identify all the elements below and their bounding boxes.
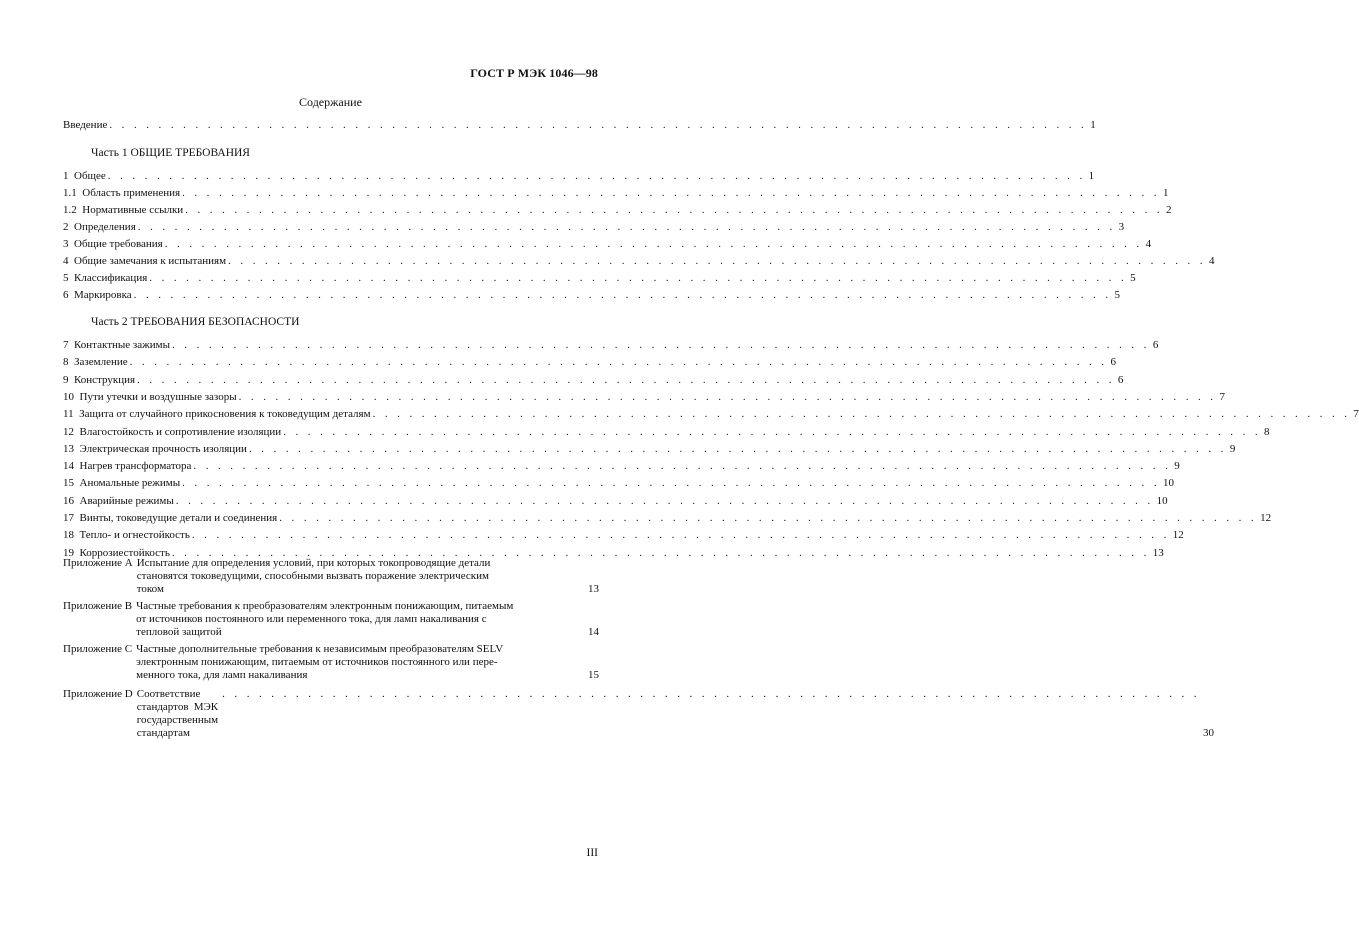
- toc-label: Пути утечки и воздушные зазоры: [79, 390, 237, 403]
- leader-dots: . . . . . . . . . . . . . . . . . . . . . . . . . . . . . . . . . . . . . . . . . . . . . . . . . . . . . . . . . . . . . . . . . . . . . . . . . . . . . . . .: [182, 477, 1160, 490]
- toc-label: Общие требования: [74, 238, 163, 250]
- leader-dots: . . . . . . . . . . . . . . . . . . . . . . . . . . . . . . . . . . . . . . . . . . . . . . . . . . . . . . . . . . . . . . . . . . . . . . . . . . . . . . . .: [228, 255, 1206, 267]
- toc-label: Общее: [74, 170, 106, 182]
- appendix-title-line: электронным понижающим, питаемым от источников постоянного или пере-: [136, 656, 498, 668]
- document-standard-header: ГОСТ Р МЭК 1046—98: [470, 66, 598, 80]
- toc-row: [63, 221, 1125, 237]
- page-number-roman: III: [586, 847, 598, 859]
- toc-row: [63, 339, 1159, 355]
- leader-dots: . . . . . . . . . . . . . . . . . . . . . . . . . . . . . . . . . . . . . . . . . . . . . . . . . . . . . . . . . . . . . . . . . . . . . . . . . . . . . . . .: [164, 238, 1143, 250]
- toc-number: 7: [63, 339, 69, 351]
- toc-number: 16: [63, 494, 74, 507]
- toc-row: [63, 442, 1236, 459]
- toc-label: Электрическая прочность изоляции: [79, 442, 247, 455]
- appendix-entry: [63, 557, 599, 596]
- toc-page: 13: [1152, 546, 1164, 559]
- toc-row: [63, 289, 1121, 305]
- toc-label: Коррозиестойкость: [79, 546, 170, 559]
- appendix-entry: [63, 688, 1214, 740]
- leader-dots: . . . . . . . . . . . . . . . . . . . . . . . . . . . . . . . . . . . . . . . . . . . . . . . . . . . . . . . . . . . . . . . . . . . . . . . . . . . . . . . .: [238, 390, 1217, 403]
- toc-number: 12: [63, 425, 74, 438]
- toc-number: 14: [63, 460, 74, 473]
- toc-label: Тепло- и огнестойкость: [79, 529, 190, 542]
- toc-page: 5: [1114, 289, 1121, 301]
- toc-row: [63, 255, 1215, 271]
- toc-page: 12: [1260, 512, 1272, 524]
- toc-page: 10: [1156, 494, 1168, 507]
- appendix-title-line: менного тока, для ламп накаливания: [136, 669, 308, 681]
- toc-label: Аномальные режимы: [79, 477, 181, 490]
- toc-number: 11: [63, 408, 74, 421]
- toc-page: 4: [1145, 238, 1152, 250]
- toc-page: 6: [1152, 339, 1159, 351]
- toc-number: 19: [63, 546, 74, 559]
- toc-label: Заземление: [74, 356, 128, 369]
- toc-title: Содержание: [299, 95, 362, 109]
- leader-dots: . . . . . . . . . . . . . . . . . . . . . . . . . . . . . . . . . . . . . . . . . . . . . . . . . . . . . . . . . . . . . . . . . . . . . . . . . . . . . . . .: [107, 170, 1086, 182]
- leader-dots: . . . . . . . . . . . . . . . . . . . . . . . . . . . . . . . . . . . . . . . . . . . . . . . . . . . . . . . . . . . . . . . . . . . . . . . . . . . . . . . .: [137, 373, 1115, 386]
- toc-page: 30: [1202, 727, 1214, 739]
- toc-number: 13: [63, 442, 74, 455]
- toc-page: 9: [1229, 442, 1236, 455]
- toc-page: 1: [1162, 187, 1169, 199]
- toc-label: Общие замечания к испытаниям: [74, 255, 227, 267]
- toc-number: 2: [63, 221, 69, 233]
- appendix-title-line: Соответствие стандартов МЭК государственным стандартам: [136, 688, 219, 739]
- appendix-title: [136, 643, 577, 682]
- toc-number: 15: [63, 477, 74, 490]
- toc-number: 8: [63, 356, 69, 369]
- toc-page: 15: [588, 669, 599, 681]
- toc-label: Введение: [63, 119, 108, 131]
- toc-row: [63, 390, 1225, 407]
- toc-row: [63, 204, 1172, 220]
- toc-page: 13: [588, 583, 599, 595]
- appendix-title-line: Частные дополнительные требования к независимым преобразователям SELV: [136, 643, 504, 655]
- toc-row: [63, 460, 1180, 476]
- toc-label: Классификация: [74, 272, 148, 284]
- toc-number: 10: [63, 390, 74, 403]
- appendix-title: [137, 557, 577, 596]
- toc-page: 10: [1162, 477, 1174, 490]
- toc-page: 12: [1172, 529, 1184, 542]
- toc-label: Нормативные ссылки: [82, 204, 184, 216]
- toc-page: 6: [1117, 373, 1124, 386]
- toc-row: [63, 170, 1095, 186]
- toc-page: 5: [1130, 272, 1136, 284]
- leader-dots: . . . . . . . . . . . . . . . . . . . . . . . . . . . . . . . . . . . . . . . . . . . . . . . . . . . . . . . . . . . . . . . . . . . . . . . . . . . . . . . .: [185, 204, 1164, 216]
- toc-row: [63, 187, 1169, 203]
- leader-dots: . . . . . . . . . . . . . . . . . . . . . . . . . . . . . . . . . . . . . . . . . . . . . . . . . . . . . . . . . . . . . . . . . . . . . . . . . . . . . . . .: [372, 408, 1351, 421]
- leader-dots: . . . . . . . . . . . . . . . . . . . . . . . . . . . . . . . . . . . . . . . . . . . . . . . . . . . . . . . . . . . . . . . . . . . . . . . . . . . . . . . .: [222, 688, 1200, 700]
- appendix-entry: [63, 600, 599, 639]
- appendix-head: Приложение С: [63, 643, 133, 655]
- toc-number: 3: [63, 238, 69, 250]
- toc-page: 8: [1264, 425, 1270, 438]
- leader-dots: . . . . . . . . . . . . . . . . . . . . . . . . . . . . . . . . . . . . . . . . . . . . . . . . . . . . . . . . . . . . . . . . . . . . . . . . . . . . . . . .: [182, 187, 1160, 199]
- part2-title: Часть 2 ТРЕБОВАНИЯ БЕЗОПАСНОСТИ: [91, 316, 300, 328]
- toc-row: [63, 356, 1116, 372]
- toc-page: 1: [1088, 170, 1095, 182]
- toc-page: 4: [1208, 255, 1215, 267]
- part1-title: Часть 1 ОБЩИЕ ТРЕБОВАНИЯ: [91, 147, 250, 159]
- toc-row: [63, 408, 1359, 424]
- leader-dots: . . . . . . . . . . . . . . . . . . . . . . . . . . . . . . . . . . . . . . . . . . . . . . . . . . . . . . . . . . . . . . . . . . . . . . . . . . . . . . . .: [171, 339, 1150, 351]
- toc-page: 2: [1166, 204, 1172, 216]
- leader-dots: . . . . . . . . . . . . . . . . . . . . . . . . . . . . . . . . . . . . . . . . . . . . . . . . . . . . . . . . . . . . . . . . . . . . . . . . . . . . . . . .: [129, 356, 1108, 369]
- toc-number: 18: [63, 529, 74, 542]
- toc-page: 9: [1174, 460, 1180, 473]
- leader-dots: . . . . . . . . . . . . . . . . . . . . . . . . . . . . . . . . . . . . . . . . . . . . . . . . . . . . . . . . . . . . . . . . . . . . . . . . . . . . . . . .: [279, 512, 1258, 524]
- toc-label: Аварийные режимы: [79, 494, 174, 507]
- appendix-title-line: Частные требования к преобразователям электронным понижающим, питаемым: [136, 600, 514, 612]
- toc-page: 6: [1110, 356, 1116, 369]
- appendix-title-line: становятся токоведущими, способными вызвать поражение электрическим: [136, 570, 489, 582]
- toc-number: 1: [63, 170, 69, 182]
- appendix-title-line: током: [136, 583, 164, 595]
- toc-number: 5: [63, 272, 69, 284]
- appendix-head: Приложение D: [63, 688, 133, 700]
- leader-dots: . . . . . . . . . . . . . . . . . . . . . . . . . . . . . . . . . . . . . . . . . . . . . . . . . . . . . . . . . . . . . . . . . . . . . . . . . . . . . . . .: [137, 221, 1116, 233]
- toc-label: Конструкция: [74, 373, 136, 386]
- leader-dots: . . . . . . . . . . . . . . . . . . . . . . . . . . . . . . . . . . . . . . . . . . . . . . . . . . . . . . . . . . . . . . . . . . . . . . . . . . . . . . . .: [109, 119, 1088, 131]
- toc-label: Маркировка: [74, 289, 132, 301]
- toc-page: 3: [1118, 221, 1125, 233]
- leader-dots: . . . . . . . . . . . . . . . . . . . . . . . . . . . . . . . . . . . . . . . . . . . . . . . . . . . . . . . . . . . . . . . . . . . . . . . . . . . . . . . .: [133, 289, 1112, 301]
- leader-dots: . . . . . . . . . . . . . . . . . . . . . . . . . . . . . . . . . . . . . . . . . . . . . . . . . . . . . . . . . . . . . . . . . . . . . . . . . . . . . . . .: [248, 442, 1227, 455]
- toc-row: [63, 425, 1270, 442]
- toc-label: Нагрев трансформатора: [79, 460, 192, 473]
- leader-dots: . . . . . . . . . . . . . . . . . . . . . . . . . . . . . . . . . . . . . . . . . . . . . . . . . . . . . . . . . . . . . . . . . . . . . . . . . . . . . . . .: [149, 272, 1128, 284]
- appendix-title: [136, 600, 577, 639]
- appendix-title: [137, 688, 1203, 740]
- toc-row: [63, 477, 1174, 493]
- appendix-title-line: от источников постоянного или переменного тока, для ламп накаливания с: [136, 613, 487, 625]
- appendix-title-line: Испытание для определения условий, при которых токопроводящие детали: [136, 557, 491, 569]
- toc-row: [63, 238, 1152, 254]
- appendix-entry: [63, 643, 599, 682]
- leader-dots: . . . . . . . . . . . . . . . . . . . . . . . . . . . . . . . . . . . . . . . . . . . . . . . . . . . . . . . . . . . . . . . . . . . . . . . . . . . . . . . .: [175, 494, 1154, 507]
- toc-number: 6: [63, 289, 69, 301]
- toc-page: 1: [1090, 119, 1096, 131]
- toc-label: Влагостойкость и сопротивление изоляции: [79, 425, 282, 438]
- toc-page: 7: [1353, 408, 1359, 421]
- toc-label: Винты, токоведущие детали и соединения: [79, 512, 278, 524]
- toc-row: [63, 494, 1168, 511]
- toc-number: 9: [63, 373, 69, 386]
- toc-label: Определения: [74, 221, 136, 233]
- toc-page: 7: [1219, 390, 1225, 403]
- toc-row: [63, 272, 1136, 288]
- toc-page: 14: [588, 626, 599, 638]
- toc-number: 17: [63, 512, 74, 524]
- appendix-head: Приложение А: [63, 557, 133, 569]
- toc-row-intro: [63, 119, 1096, 135]
- toc-number: 4: [63, 255, 69, 267]
- leader-dots: . . . . . . . . . . . . . . . . . . . . . . . . . . . . . . . . . . . . . . . . . . . . . . . . . . . . . . . . . . . . . . . . . . . . . . . . . . . . . . . .: [191, 529, 1170, 542]
- leader-dots: . . . . . . . . . . . . . . . . . . . . . . . . . . . . . . . . . . . . . . . . . . . . . . . . . . . . . . . . . . . . . . . . . . . . . . . . . . . . . . . .: [193, 460, 1172, 473]
- toc-number: 1.1: [63, 187, 77, 199]
- toc-row: [63, 512, 1272, 528]
- toc-label: Область применения: [82, 187, 181, 199]
- appendix-title-line: тепловой защитой: [136, 626, 222, 638]
- toc-label: Защита от случайного прикосновения к токоведущим деталям: [79, 408, 371, 421]
- appendix-head: Приложение В: [63, 600, 133, 612]
- toc-row: [63, 529, 1184, 545]
- toc-number: 1.2: [63, 204, 77, 216]
- leader-dots: . . . . . . . . . . . . . . . . . . . . . . . . . . . . . . . . . . . . . . . . . . . . . . . . . . . . . . . . . . . . . . . . . . . . . . . . . . . . . . . .: [171, 546, 1150, 559]
- toc-label: Контактные зажимы: [74, 339, 170, 351]
- toc-row: [63, 373, 1124, 390]
- leader-dots: . . . . . . . . . . . . . . . . . . . . . . . . . . . . . . . . . . . . . . . . . . . . . . . . . . . . . . . . . . . . . . . . . . . . . . . . . . . . . . . .: [283, 425, 1262, 438]
